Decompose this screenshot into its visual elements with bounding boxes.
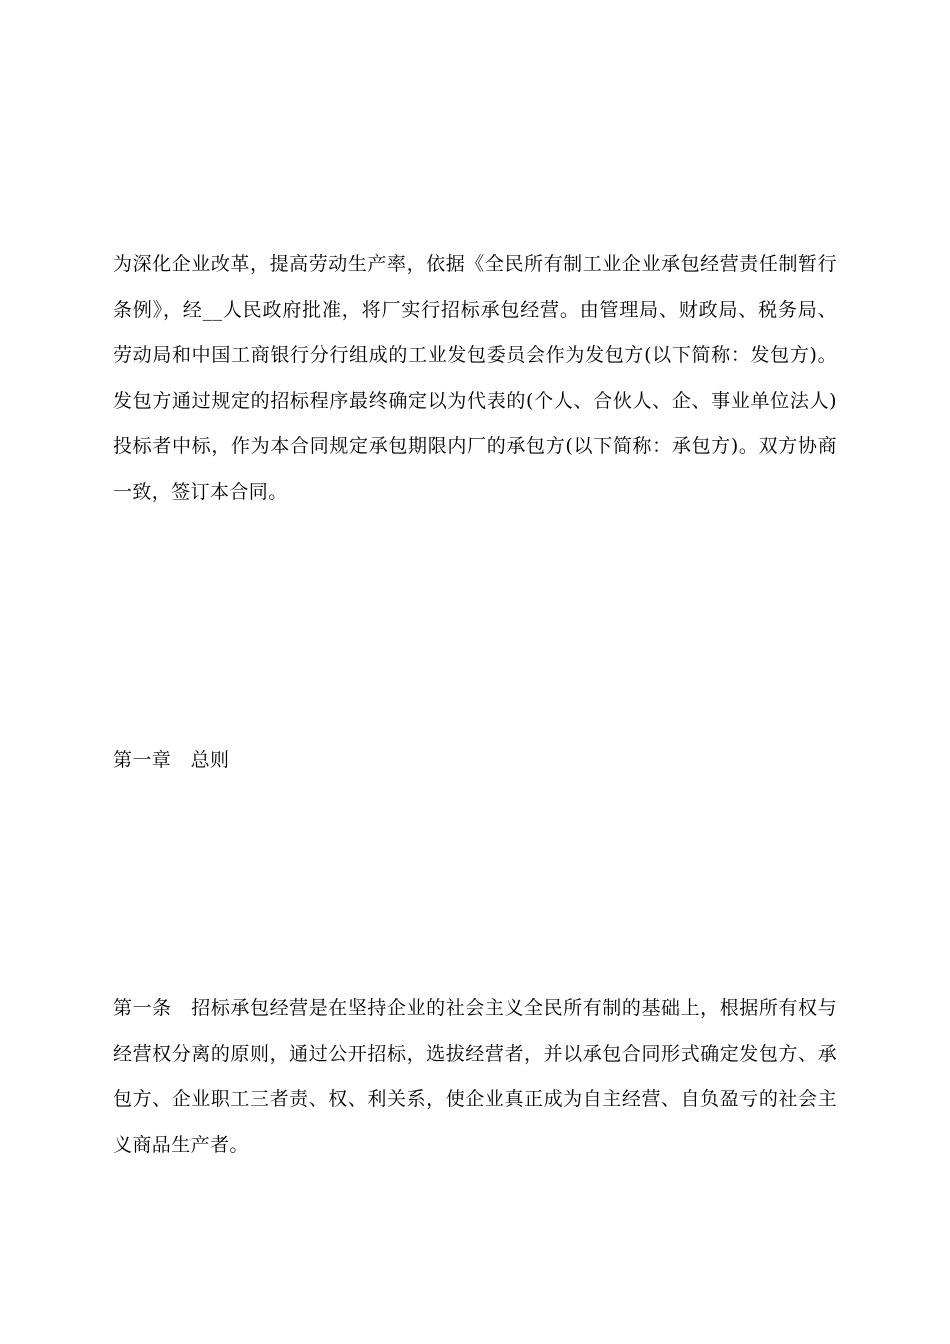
intro-paragraph: 为深化企业改革，提高劳动生产率，依据《全民所有制工业企业承包经营责任制暂行条例》，经__人民政府批准，将厂实行招标承包经营。由管理局、财政局、税务局、劳动局和中国工商银行分行组成的工业发包委员会作为发包方(以下简称：发包方)。发包方通过规定的招标程序最终确定以为代表的(个人、合伙人、企、事业单位法人)投标者中标，作为本合同规定承包期限内厂的承包方(以下简称：承包方)。双方协商一致，签订本合同。 <box>113 253 837 503</box>
article-1-paragraph: 第一条 招标承包经营是在坚持企业的社会主义全民所有制的基础上，根据所有权与经营权分离的原则，通过公开招标，选拔经营者，并以承包合同形式确定发包方、承包方、企业职工三者责、权、利关系，使企业真正成为自主经营、自负盈亏的社会主义商品生产者。 <box>113 997 837 1156</box>
chapter-heading: 第一章 总则 <box>113 749 230 771</box>
